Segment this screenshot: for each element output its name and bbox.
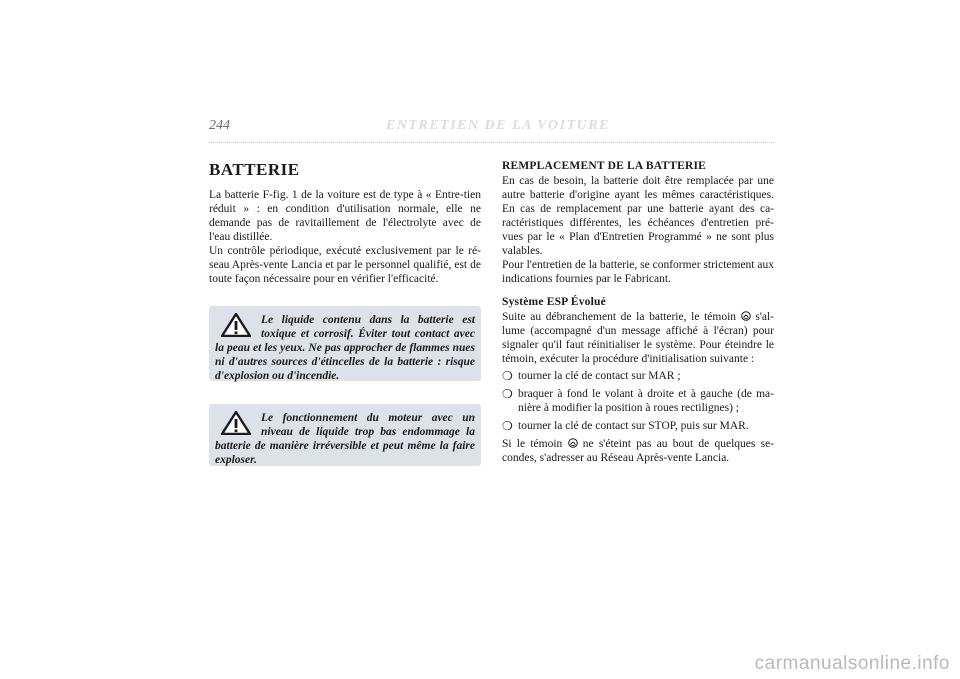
watermark-text: carmanualsonline.info <box>754 653 950 674</box>
warning-text-1: Le liquide contenu dans la batterie est toxique et corrosif. Éviter tout contact avec la peau et les yeux. Ne pas approcher de flammes nues ni d'autres sources d'étincelles de la batterie : risque d'explosion ou d'incendie. <box>215 314 475 382</box>
esp-paragraph <box>502 310 774 366</box>
chapter-title: ENTRETIEN DE LA VOITURE <box>386 118 610 133</box>
esp-closing-start: Si le témoin <box>502 438 563 450</box>
replacement-paragraph-1: En cas de besoin, la batterie doit être remplacée par une autre batterie d'origine ayant les mêmes caractéristiques. En cas de remplacement par une batterie ayant des ca-ractéristiques différentes, les échéances d'entretien pré-vues par le « Plan d'Entretien Programmé » ne sont plus valables. <box>502 175 774 257</box>
section-title-batterie: BATTERIE <box>209 160 300 179</box>
esp-paragraph-end: s'al-lume (accompagné d'un message affiché à l'écran) pour signaler qu'il faut réinitialiser le système. Pour éteindre le témoin, exécuter la procédure d'initialisation suivante : <box>502 311 775 365</box>
subsection-title-replacement: REMPLACEMENT DE LA BATTERIE <box>502 160 707 172</box>
warning-box-toxic-liquid <box>209 306 481 381</box>
warning-text-2: Le fonctionnement du moteur avec un niveau de liquide trop bas endommage la batterie de manière irréversible et peut même la faire exploser. <box>215 412 475 466</box>
header-divider <box>209 142 774 143</box>
esp-paragraph-start: Suite au débranchement de la batterie, le témoin <box>502 311 737 323</box>
list-item: ❍ tourner la clé de contact sur MAR ; <box>502 369 681 383</box>
procedure-list <box>502 369 774 433</box>
warning-triangle-icon <box>221 411 251 435</box>
esp-warning-lamp-icon <box>568 438 578 448</box>
esp-warning-lamp-icon <box>741 311 751 321</box>
bullet-circle-icon: ❍ <box>502 387 513 401</box>
right-column <box>502 160 774 465</box>
esp-closing-paragraph <box>502 437 774 465</box>
subsection-title-esp: Système ESP Évolué <box>502 296 606 308</box>
page-number: 244 <box>209 118 230 133</box>
esp-closing-end: ne s'éteint pas au bout de quelques se-condes, s'adresser au Réseau Après-vente Lancia. <box>502 438 775 464</box>
list-item: ❍ tourner la clé de contact sur STOP, puis sur MAR. <box>502 419 749 433</box>
list-item: ❍ braquer à fond le volant à droite et à gauche (de ma-nière à modifier la position à roues rectilignes) ; <box>502 387 774 414</box>
bullet-circle-icon: ❍ <box>502 369 513 383</box>
battery-paragraph-1: La batterie F-fig. 1 de la voiture est de type à « Entre-tien réduit » : en condition d'utilisation normale, elle ne demande pas de ravitaillement de l'électrolyte avec de l'eau distillée. <box>209 189 481 243</box>
replacement-paragraph-2: Pour l'entretien de la batterie, se conformer strictement aux indications fournies par le Fabricant. <box>502 259 774 285</box>
warning-triangle-icon <box>221 313 251 337</box>
warning-box-low-level <box>209 404 481 466</box>
bullet-circle-icon: ❍ <box>502 419 513 433</box>
battery-paragraph-2: Un contrôle périodique, exécuté exclusivement par le ré-seau Après-vente Lancia et par le personnel qualifié, est de toute façon nécessaire pour en vérifier l'efficacité. <box>209 245 481 285</box>
left-column <box>209 160 481 466</box>
